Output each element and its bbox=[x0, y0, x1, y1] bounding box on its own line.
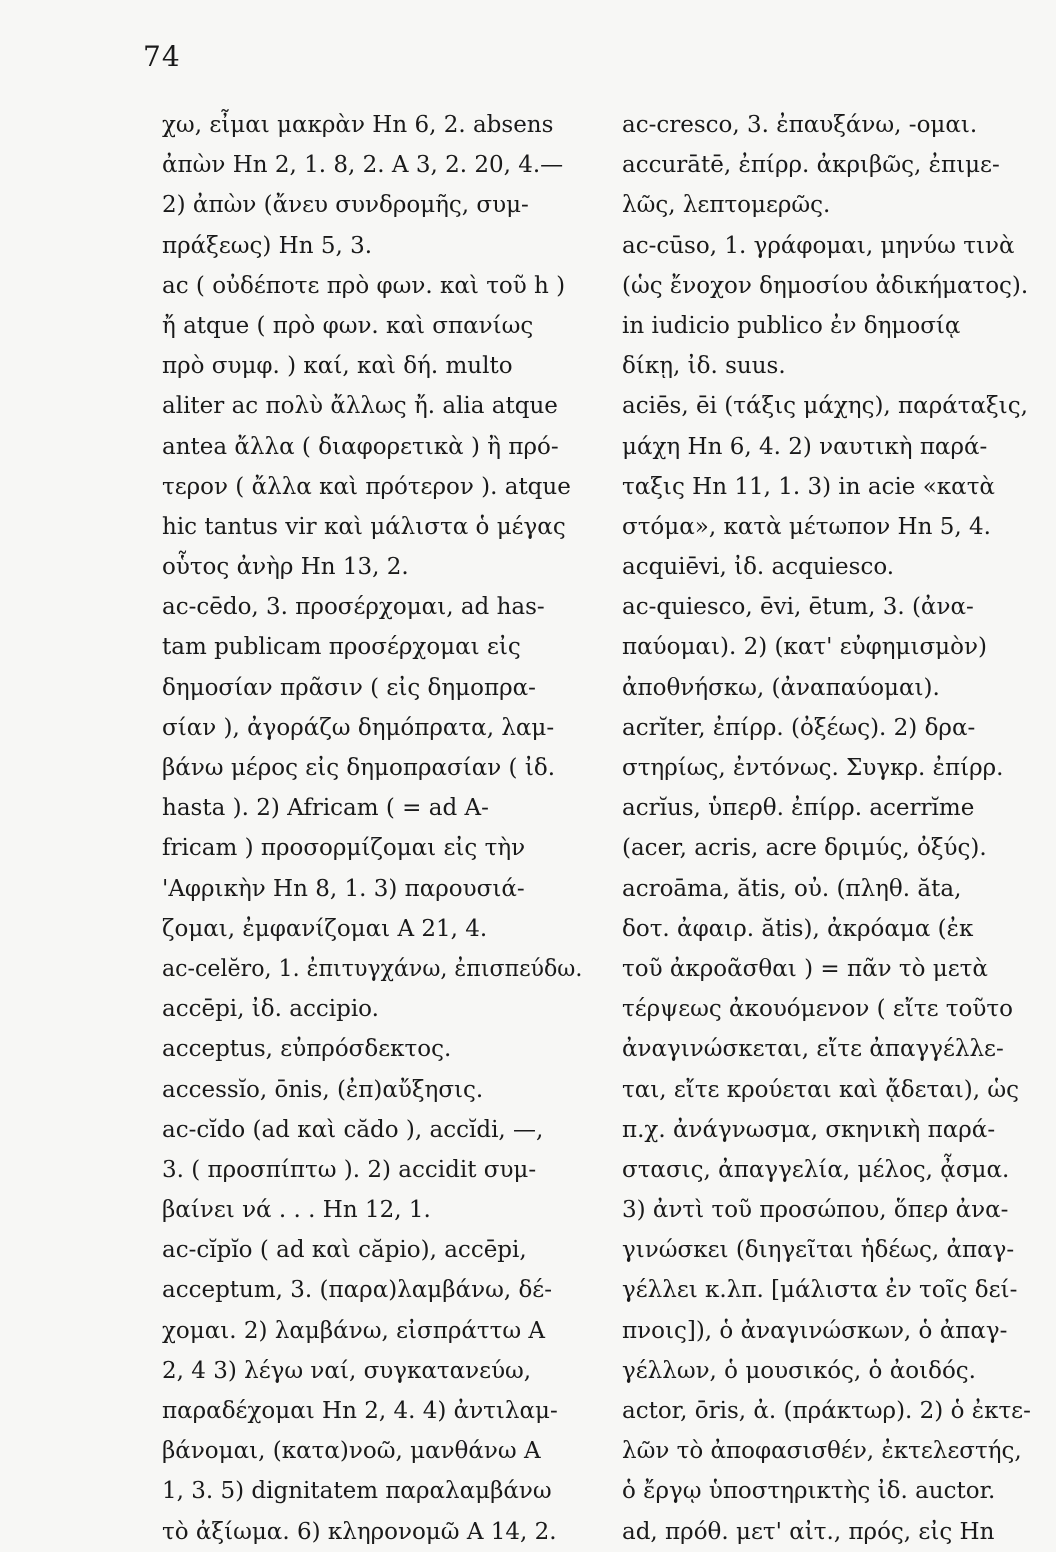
right-column-line: γέλλων, ὁ μουσικός, ὁ ἀοιδός. bbox=[622, 1357, 976, 1384]
left-column-line: βάνω μέρος εἰς δημοπρασίαν ( ἰδ. bbox=[162, 755, 556, 781]
left-column-line: πρὸ συμφ. ) καί, καὶ δή. multo bbox=[162, 353, 513, 380]
left-column-line: πράξεως) Hn 5, 3. bbox=[162, 232, 373, 259]
right-column-line: acrĭter, ἐπίρρ. (ὀξέως). 2) δρα- bbox=[622, 714, 976, 741]
left-column-line: ac ( οὐδέποτε πρὸ φων. καὶ τοῦ h ) bbox=[162, 272, 566, 299]
left-column-line: ἀπὼν Hn 2, 1. 8, 2. A 3, 2. 20, 4.— bbox=[162, 152, 564, 179]
left-column-line: 'Αφρικὴν Hn 8, 1. 3) παρουσιά- bbox=[162, 875, 525, 902]
left-column-line: accessĭo, ōnis, (ἐπ)αὔξησις. bbox=[162, 1076, 484, 1103]
left-column-line: 1, 3. 5) dignitatem παραλαμβάνω bbox=[162, 1478, 552, 1505]
right-column-line: παύομαι). 2) (κατ' εὐφημισμὸν) bbox=[622, 634, 987, 661]
left-column-line: accēpi, ἰδ. accipio. bbox=[162, 996, 379, 1023]
left-column-line: 2) ἀπὼν (ἄνευ συνδρομῆς, συμ- bbox=[162, 192, 529, 219]
right-column-line: πνοις]), ὁ ἀναγινώσκων, ὁ ἀπαγ- bbox=[622, 1317, 1008, 1344]
left-column-line: acceptus, εὐπρόσδεκτος. bbox=[162, 1036, 452, 1063]
left-column-line: ἤ atque ( πρὸ φων. καὶ σπανίως bbox=[162, 312, 534, 339]
left-column-line: aliter ac πολὺ ἄλλως ἤ. alia atque bbox=[162, 393, 558, 420]
right-column-line: τοῦ ἀκροᾶσθαι ) = πᾶν τὸ μετὰ bbox=[622, 955, 988, 982]
right-column-line: μάχη Hn 6, 4. 2) ναυτικὴ παρά- bbox=[622, 433, 988, 460]
right-column-line: aciēs, ēi (τάξις μάχης), παράταξις, bbox=[622, 393, 1028, 420]
page-number: 74 bbox=[143, 40, 181, 73]
right-column-line: λῶν τὸ ἀποφασισθέν, ἐκτελεστής, bbox=[622, 1438, 1022, 1465]
right-column-line: acrĭus, ὑπερθ. ἐπίρρ. acerrĭme bbox=[622, 795, 975, 822]
right-column-line: π.χ. ἀνάγνωσμα, σκηνικὴ παρά- bbox=[622, 1116, 996, 1143]
right-column-line: στόμα», κατὰ μέτωπον Hn 5, 4. bbox=[622, 513, 991, 540]
left-column-line: ac-cēdo, 3. προσέρχομαι, ad has- bbox=[162, 594, 545, 621]
right-column-line: ἀναγινώσκεται, εἴτε ἀπαγγέλλε- bbox=[622, 1036, 1004, 1063]
right-column-line: στασις, ἀπαγγελία, μέλος, ᾆσμα. bbox=[622, 1156, 1010, 1183]
left-column-line: παραδέχομαι Hn 2, 4. 4) ἀντιλαμ- bbox=[162, 1398, 558, 1424]
left-column-line: hic tantus vir καὶ μάλιστα ὁ μέγας bbox=[162, 513, 566, 540]
left-column bbox=[162, 105, 582, 1552]
right-column-line: in iudicio publico ἐν δημοσίᾳ bbox=[622, 312, 961, 339]
left-column-line: 3. ( προσπίπτω ). 2) accidit συμ- bbox=[162, 1156, 537, 1183]
right-column-line: δοτ. ἀφαιρ. ătis), ἀκρόαμα (ἐκ bbox=[622, 915, 974, 942]
right-column-line: ac-cresco, 3. ἐπαυξάνω, -ομαι. bbox=[622, 112, 978, 138]
left-column-line: τερον ( ἄλλα καὶ πρότερον ). atque bbox=[162, 473, 571, 500]
left-column-line: ac-cĭdo (ad καὶ cădo ), accĭdi, —, bbox=[162, 1116, 544, 1143]
right-column-line: ac-cūso, 1. γράφομαι, μηνύω τινὰ bbox=[622, 232, 1015, 259]
left-column-line: δημοσίαν πρᾶσιν ( εἰς δημοπρα- bbox=[162, 674, 536, 701]
left-column-line: χομαι. 2) λαμβάνω, εἰσπράττω A bbox=[162, 1317, 545, 1344]
right-column-line: actor, ōris, ἀ. (πράκτωρ). 2) ὁ ἐκτε- bbox=[622, 1398, 1031, 1424]
right-column-line: ὁ ἔργῳ ὑποστηρικτὴς ἰδ. auctor. bbox=[622, 1478, 996, 1505]
right-column bbox=[622, 105, 1042, 1552]
left-column-line: χω, εἶμαι μακρὰν Hn 6, 2. absens bbox=[162, 112, 554, 138]
left-column-line: ac-celĕro, 1. ἐπιτυγχάνω, ἐπισπεύδω. bbox=[162, 955, 583, 982]
right-column-line: ad, πρόθ. μετ' αἰτ., πρός, εἰς Hn bbox=[622, 1518, 995, 1545]
left-column-line: ac-cĭpĭo ( ad καὶ căpio), accēpi, bbox=[162, 1237, 527, 1264]
left-column-line: σίαν ), ἀγοράζω δημόπρατα, λαμ- bbox=[162, 714, 555, 741]
right-column-line: ται, εἴτε κρούεται καὶ ᾄδεται), ὡς bbox=[622, 1076, 1020, 1103]
right-column-line: (acer, acris, acre δριμύς, ὀξύς). bbox=[622, 835, 987, 862]
left-column-line: βαίνει νά . . . Hn 12, 1. bbox=[162, 1197, 431, 1224]
right-column-line: γινώσκει (διηγεῖται ἡδέως, ἀπαγ- bbox=[622, 1237, 1015, 1264]
right-column-line: λῶς, λεπτομερῶς. bbox=[622, 192, 831, 219]
right-column-line: τέρψεως ἀκουόμενον ( εἴτε τοῦτο bbox=[622, 996, 1013, 1023]
left-column-line: antea ἄλλα ( διαφορετικὰ ) ἢ πρό- bbox=[162, 433, 559, 460]
right-column-line: acquiēvi, ἰδ. acquiesco. bbox=[622, 554, 895, 581]
right-column-line: (ὡς ἔνοχον δημοσίου ἀδικήματος). bbox=[622, 272, 1029, 299]
left-column-line: ζομαι, ἐμφανίζομαι A 21, 4. bbox=[162, 915, 488, 942]
right-column-line: δίκῃ, ἰδ. suus. bbox=[622, 353, 786, 380]
left-column-line: τὸ ἀξίωμα. 6) κληρονομῶ A 14, 2. bbox=[162, 1518, 557, 1545]
left-column-line: οὗτος ἀνὴρ Hn 13, 2. bbox=[162, 554, 409, 581]
right-column-line: 3) ἀντὶ τοῦ προσώπου, ὅπερ ἀνα- bbox=[622, 1197, 1009, 1224]
right-column-line: ἀποθνήσκω, (ἀναπαύομαι). bbox=[622, 674, 940, 701]
right-column-line: στηρίως, ἐντόνως. Συγκρ. ἐπίρρ. bbox=[622, 755, 1004, 781]
right-column-line: acroāma, ătis, οὐ. (πληθ. ăta, bbox=[622, 875, 962, 902]
right-column-line: ac-quiesco, ēvi, ētum, 3. (ἀνα- bbox=[622, 594, 974, 621]
right-column-line: ταξις Hn 11, 1. 3) in acie «κατὰ bbox=[622, 473, 995, 500]
right-column-line: γέλλει κ.λπ. [μάλιστα ἐν τοῖς δεί- bbox=[622, 1277, 1018, 1304]
left-column-line: tam publicam προσέρχομαι εἰς bbox=[162, 634, 521, 661]
left-column-line: hasta ). 2) Africam ( = ad A- bbox=[162, 795, 489, 822]
left-column-line: βάνομαι, (κατα)νοῶ, μανθάνω A bbox=[162, 1438, 541, 1465]
right-column-line: accurātē, ἐπίρρ. ἀκριβῶς, ἐπιμε- bbox=[622, 152, 1000, 179]
left-column-line: acceptum, 3. (παρα)λαμβάνω, δέ- bbox=[162, 1277, 552, 1304]
left-column-line: 2, 4 3) λέγω ναί, συγκατανεύω, bbox=[162, 1357, 532, 1384]
left-column-line: fricam ) προσορμίζομαι εἰς τὴν bbox=[162, 835, 526, 862]
